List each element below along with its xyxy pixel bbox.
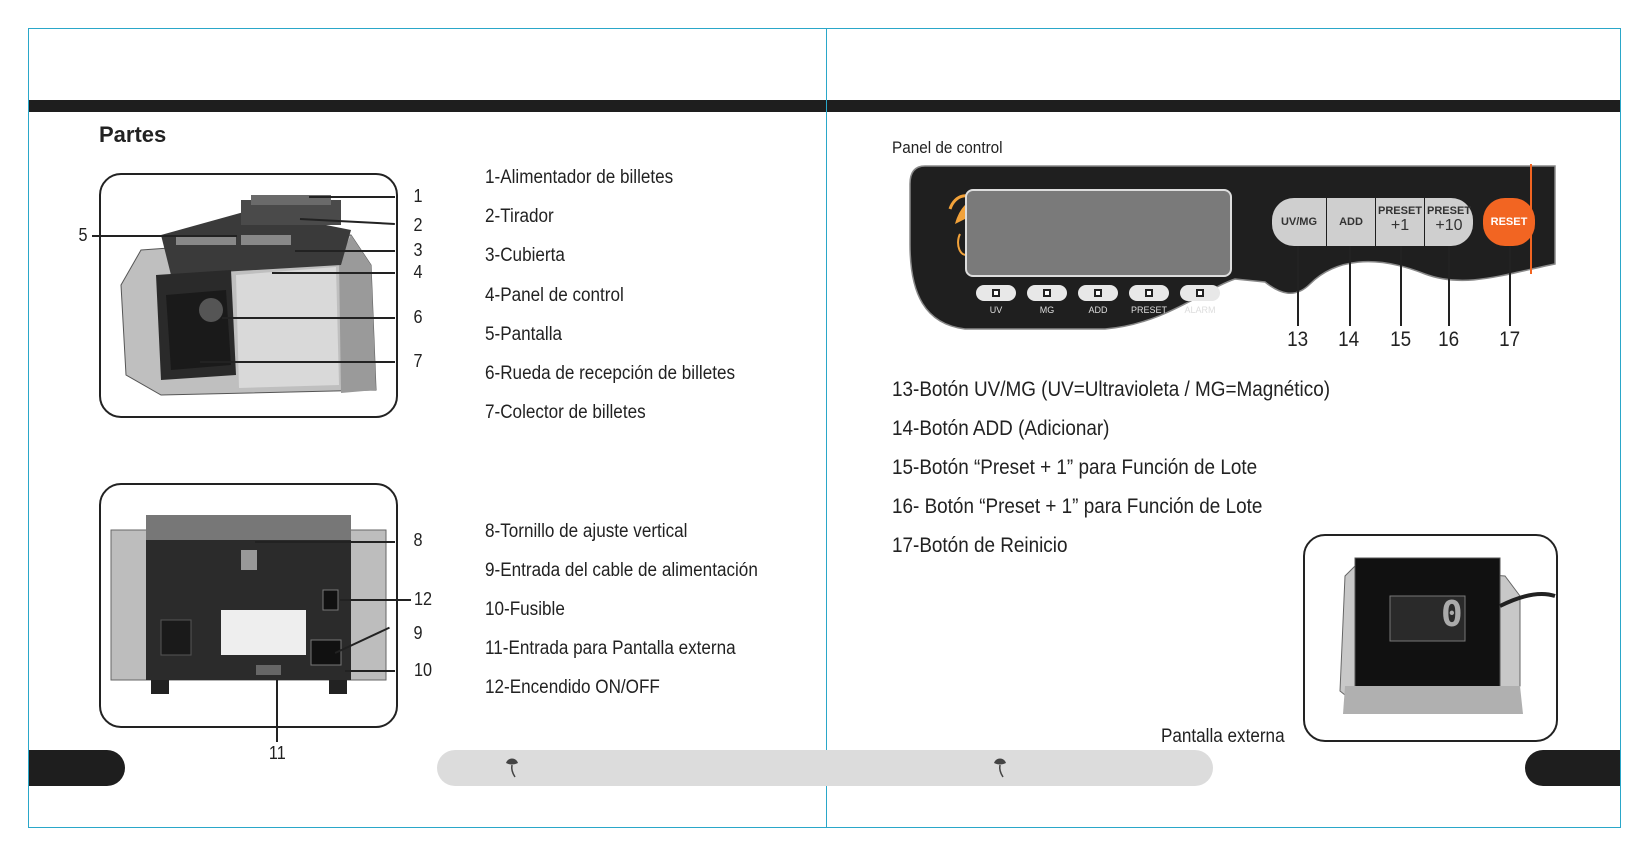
list-item: 1-Alimentador de billetes — [485, 167, 674, 188]
front-machine-photo — [99, 173, 398, 418]
callout-line-7 — [200, 361, 395, 363]
list-item: 15-Botón “Preset + 1” para Función de Lote — [892, 456, 1258, 479]
callout-line-8 — [255, 541, 395, 543]
panel-title: Panel de control — [892, 138, 1003, 157]
external-display-illustration — [1305, 536, 1556, 740]
money-counter-back-illustration — [101, 485, 396, 726]
callout-1: 1 — [413, 186, 423, 206]
external-display-photo — [1303, 534, 1558, 742]
button-line-17 — [1509, 246, 1511, 326]
indicator-preset-square — [1145, 289, 1153, 297]
footer-logo-left-icon — [502, 755, 522, 779]
callout-5: 5 — [78, 225, 88, 245]
reset-button[interactable]: RESET — [1483, 198, 1535, 246]
callout-line-3 — [295, 250, 395, 252]
callout-line-10 — [345, 670, 395, 672]
list-item: 2-Tirador — [485, 206, 554, 227]
button-number-14: 14 — [1338, 328, 1360, 351]
button-line-15 — [1400, 246, 1402, 326]
button-number-17: 17 — [1499, 328, 1521, 351]
right-header-bar — [827, 100, 1620, 112]
callout-8: 8 — [413, 530, 423, 550]
callout-4: 4 — [413, 262, 423, 282]
indicator-preset-label: PRESET — [1130, 305, 1167, 315]
callout-line-1 — [309, 196, 395, 198]
preset-plus-10-button[interactable] — [1425, 198, 1473, 246]
callout-line-12 — [340, 599, 411, 601]
callout-2: 2 — [413, 215, 423, 235]
callout-line-5 — [92, 235, 237, 237]
list-item: 7-Colector de billetes — [485, 402, 646, 423]
callout-11: 11 — [268, 743, 286, 763]
indicator-mg-square — [1043, 289, 1051, 297]
list-item: 8-Tornillo de ajuste vertical — [485, 521, 688, 542]
list-item: 6-Rueda de recepción de billetes — [485, 363, 736, 384]
left-header-bar — [29, 100, 826, 112]
callout-line-6 — [222, 317, 395, 319]
external-display-label: Pantalla externa — [1161, 726, 1285, 747]
callout-7: 7 — [413, 351, 423, 371]
list-item: 12-Encendido ON/OFF — [485, 677, 660, 698]
indicator-uv-label: UV — [989, 305, 1003, 315]
right-footer-tab — [1525, 750, 1620, 786]
callout-10: 10 — [414, 660, 433, 680]
indicator-alarm-label: ALARM — [1184, 305, 1216, 315]
preset-plus-1-bottom: +1 — [1390, 217, 1410, 234]
footer-pill — [437, 750, 1213, 786]
page-title: Partes — [99, 122, 167, 147]
preset-plus-1-button[interactable] — [1376, 198, 1424, 246]
money-counter-front-illustration — [101, 175, 396, 416]
add-button[interactable]: ADD — [1327, 198, 1375, 246]
list-item: 5-Pantalla — [485, 324, 563, 345]
callout-9: 9 — [413, 623, 423, 643]
callout-3: 3 — [413, 240, 423, 260]
button-line-13 — [1297, 246, 1299, 326]
callout-line-4 — [272, 272, 395, 274]
external-display-digit: 0 — [1441, 594, 1463, 635]
panel-orange-edge — [1530, 164, 1532, 274]
button-line-14 — [1349, 246, 1351, 326]
list-item: 17-Botón de Reinicio — [892, 534, 1068, 557]
list-item: 13-Botón UV/MG (UV=Ultravioleta / MG=Magnético) — [892, 378, 1331, 401]
indicator-add-label: ADD — [1088, 305, 1108, 315]
indicator-alarm-square — [1196, 289, 1204, 297]
left-footer-tab — [29, 750, 125, 786]
list-item: 9-Entrada del cable de alimentación — [485, 560, 758, 581]
list-item: 3-Cubierta — [485, 245, 565, 266]
preset-plus-10-bottom: +10 — [1435, 217, 1463, 234]
list-item: 10-Fusible — [485, 599, 565, 620]
uvmg-button[interactable]: UV/MG — [1272, 198, 1326, 246]
button-number-16: 16 — [1438, 328, 1460, 351]
footer-logo-right-icon — [990, 755, 1010, 779]
preset-plus-1-top: PRESET — [1377, 205, 1422, 217]
button-line-16 — [1448, 246, 1450, 326]
button-number-15: 15 — [1390, 328, 1412, 351]
back-machine-photo — [99, 483, 398, 728]
callout-line-11 — [276, 680, 278, 742]
callout-6: 6 — [413, 307, 423, 327]
callout-12: 12 — [414, 589, 433, 609]
indicator-uv-square — [992, 289, 1000, 297]
indicator-add-square — [1094, 289, 1102, 297]
preset-plus-10-top: PRESET — [1426, 205, 1471, 217]
list-item: 11-Entrada para Pantalla externa — [485, 638, 736, 659]
list-item: 14-Botón ADD (Adicionar) — [892, 417, 1110, 440]
button-number-13: 13 — [1287, 328, 1309, 351]
list-item: 16- Botón “Preset + 1” para Función de Lote — [892, 495, 1263, 518]
list-item: 4-Panel de control — [485, 285, 624, 306]
indicator-mg-label: MG — [1039, 305, 1055, 315]
